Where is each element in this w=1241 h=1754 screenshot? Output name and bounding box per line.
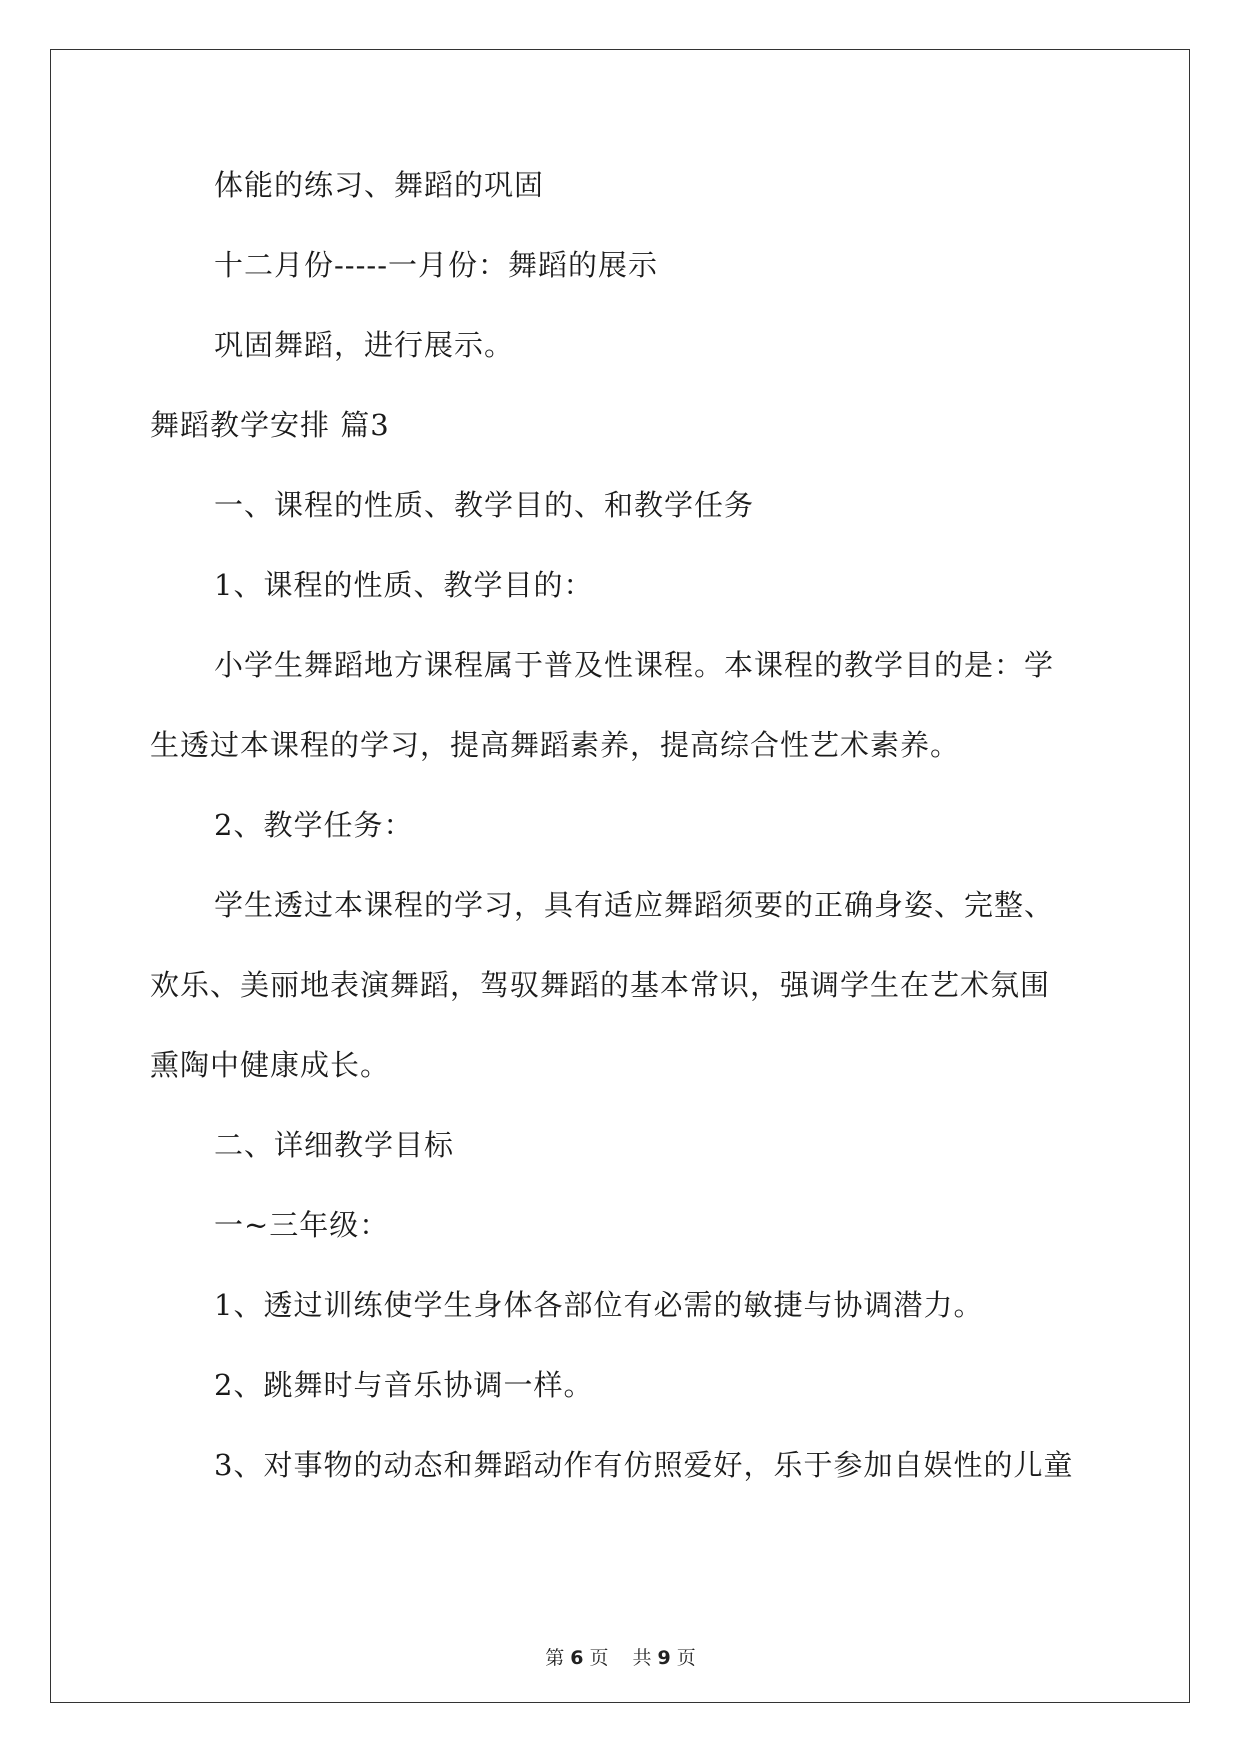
paragraph-line: 熏陶中健康成长。 <box>150 1048 391 1082</box>
paragraph-line: 体能的练习、舞蹈的巩固 <box>214 168 545 202</box>
paragraph-line: 2、教学任务： <box>214 808 414 842</box>
paragraph-line: 小学生舞蹈地方课程属于普及性课程。本课程的教学目的是：学 <box>214 648 1055 682</box>
paragraph-line: 欢乐、美丽地表演舞蹈，驾驭舞蹈的基本常识，强调学生在艺术氛围 <box>150 968 1051 1002</box>
paragraph-line: 3、对事物的动态和舞蹈动作有仿照爱好，乐于参加自娱性的儿童 <box>214 1448 1074 1482</box>
page-footer <box>0 1643 1241 1670</box>
total-suffix: 页 <box>676 1647 696 1669</box>
section-heading: 舞蹈教学安排 篇3 <box>150 408 390 442</box>
paragraph-line: 1、课程的性质、教学目的： <box>214 568 594 602</box>
paragraph-line: 一、课程的性质、教学目的、和教学任务 <box>214 488 755 522</box>
paragraph-line: 1、透过训练使学生身体各部位有必需的敏捷与协调潜力。 <box>214 1288 984 1322</box>
page-suffix: 页 <box>589 1647 609 1669</box>
paragraph-line: 学生透过本课程的学习，具有适应舞蹈须要的正确身姿、完整、 <box>214 888 1055 922</box>
total-prefix: 共 <box>632 1647 652 1669</box>
paragraph-line: 二、详细教学目标 <box>214 1128 455 1162</box>
paragraph-line: 生透过本课程的学习，提高舞蹈素养，提高综合性艺术素养。 <box>150 728 961 762</box>
paragraph-line: 一~三年级： <box>214 1208 390 1242</box>
paragraph-line: 巩固舞蹈，进行展示。 <box>214 328 515 362</box>
page-prefix: 第 <box>545 1647 565 1669</box>
page-total: 9 <box>657 1647 671 1669</box>
page-current: 6 <box>570 1647 584 1669</box>
paragraph-line: 2、跳舞时与音乐协调一样。 <box>214 1368 594 1402</box>
paragraph-line: 十二月份-----一月份：舞蹈的展示 <box>214 248 658 282</box>
